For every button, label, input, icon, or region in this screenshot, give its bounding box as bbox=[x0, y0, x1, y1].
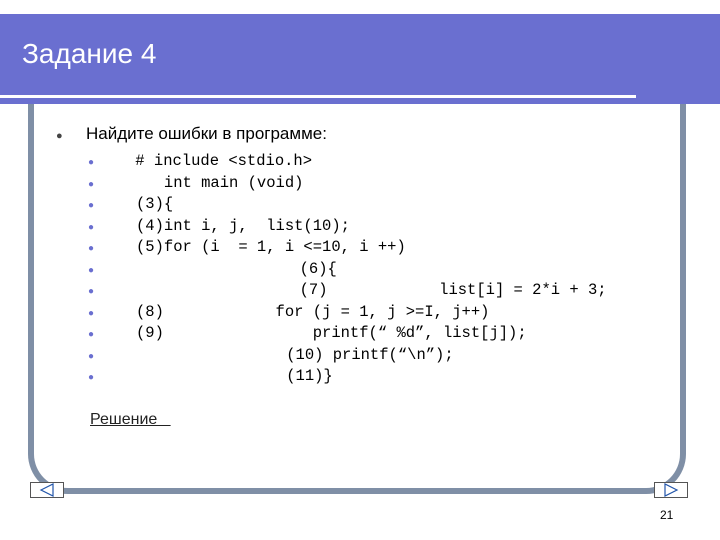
frame-left-border bbox=[28, 104, 34, 434]
triangle-right-icon bbox=[655, 483, 687, 497]
bullet-icon: ● bbox=[88, 351, 95, 362]
bullet-icon: ● bbox=[88, 286, 95, 297]
code-line: (10) printf(“\n”); bbox=[156, 346, 454, 364]
next-slide-button[interactable] bbox=[654, 482, 688, 498]
code-line: (4)int i, j, list(10); bbox=[136, 217, 350, 235]
prev-slide-button[interactable] bbox=[30, 482, 64, 498]
bullet-icon: ● bbox=[88, 243, 95, 254]
frame-bottom-border bbox=[28, 428, 686, 494]
code-line: (9) printf(“ %d”, list[j]); bbox=[136, 324, 527, 342]
title-underline bbox=[0, 95, 636, 98]
code-line: (11)} bbox=[156, 367, 333, 385]
code-line: int main (void) bbox=[136, 174, 304, 192]
frame-right-border bbox=[680, 104, 686, 434]
task-heading: Найдите ошибки в программе: bbox=[86, 124, 327, 143]
code-line: (3){ bbox=[136, 195, 174, 213]
bullet-icon: ● bbox=[88, 308, 95, 319]
bullet-icon: ● bbox=[88, 200, 95, 211]
page-number: 21 bbox=[660, 508, 674, 522]
bullet-icon: ● bbox=[88, 372, 95, 383]
code-line: # include <stdio.h> bbox=[126, 152, 313, 170]
bullet-icon: ● bbox=[88, 222, 95, 233]
code-line: (7) list[i] = 2*i + 3; bbox=[188, 281, 607, 299]
slide-title: Задание 4 bbox=[22, 38, 157, 69]
bullet-icon: ● bbox=[88, 329, 95, 340]
triangle-left-icon bbox=[31, 483, 63, 497]
code-line: (8) for (j = 1, j >=I, j++) bbox=[136, 303, 490, 321]
bullet-icon: ● bbox=[88, 265, 95, 276]
solution-link[interactable]: Решение bbox=[90, 411, 171, 428]
code-line: (5)for (i = 1, i <=10, i ++) bbox=[136, 238, 406, 256]
bullet-icon: ● bbox=[88, 157, 95, 168]
bullet-icon: ● bbox=[56, 130, 63, 142]
code-line: (6){ bbox=[188, 260, 337, 278]
bullet-icon: ● bbox=[88, 179, 95, 190]
